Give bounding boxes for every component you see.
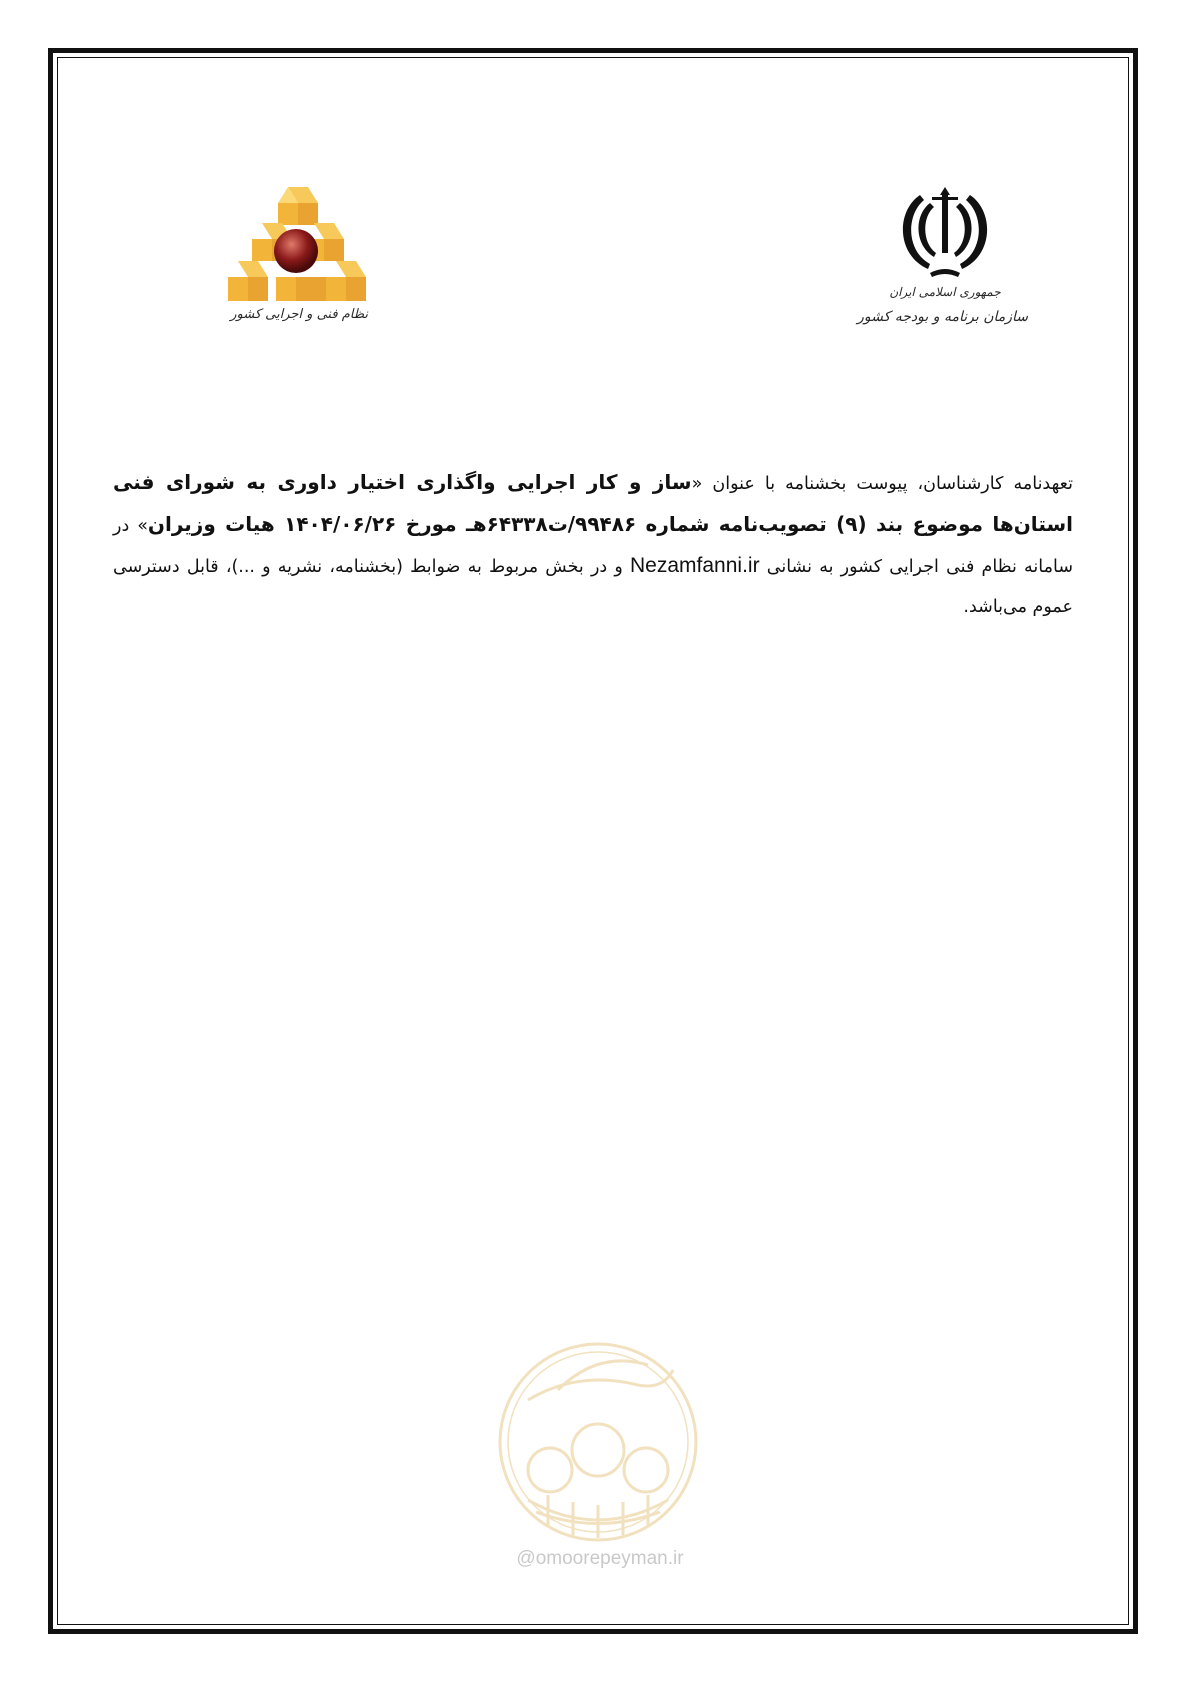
body-paragraph [113, 462, 1073, 627]
iran-emblem-line2: سازمان برنامه و بودجه کشور [857, 309, 1028, 325]
watermark-seal [488, 1330, 708, 1560]
nezam-fanni-logo [226, 185, 376, 345]
iran-emblem-logo [857, 185, 1028, 345]
body-circular-title: ساز و کار اجرایی واگذاری اختیار داوری به شورای فنی استان‌ها موضوع بند (۹) تصویب‌نامه شماره ۹۹۴۸۶/ت۶۴۳۳۸هـ مورخ ۱۴۰۴/۰۶/۲۶ هیات وزیران [113, 470, 1074, 536]
watermark-seal-icon [488, 1330, 708, 1560]
body-middle: » در سامانه نظام فنی اجرایی کشور به نشانی [113, 516, 1074, 577]
body-website-link[interactable]: Nezamfanni.ir [630, 554, 760, 577]
watermark-handle: @omoorepeyman.ir [516, 1548, 684, 1569]
iran-emblem-line1: جمهوری اسلامی ایران [889, 285, 1001, 299]
nezam-fanni-logo-text: نظام فنی و اجرایی کشور [230, 307, 368, 322]
body-ending: و در بخش مربوط به ضوابط (بخشنامه، نشریه و ...)، قابل دسترسی عموم می‌باشد. [113, 557, 1073, 617]
body-intro: تعهدنامه کارشناسان، پیوست بخشنامه با عنوان « [691, 474, 1073, 494]
iran-emblem-icon [870, 185, 1020, 285]
